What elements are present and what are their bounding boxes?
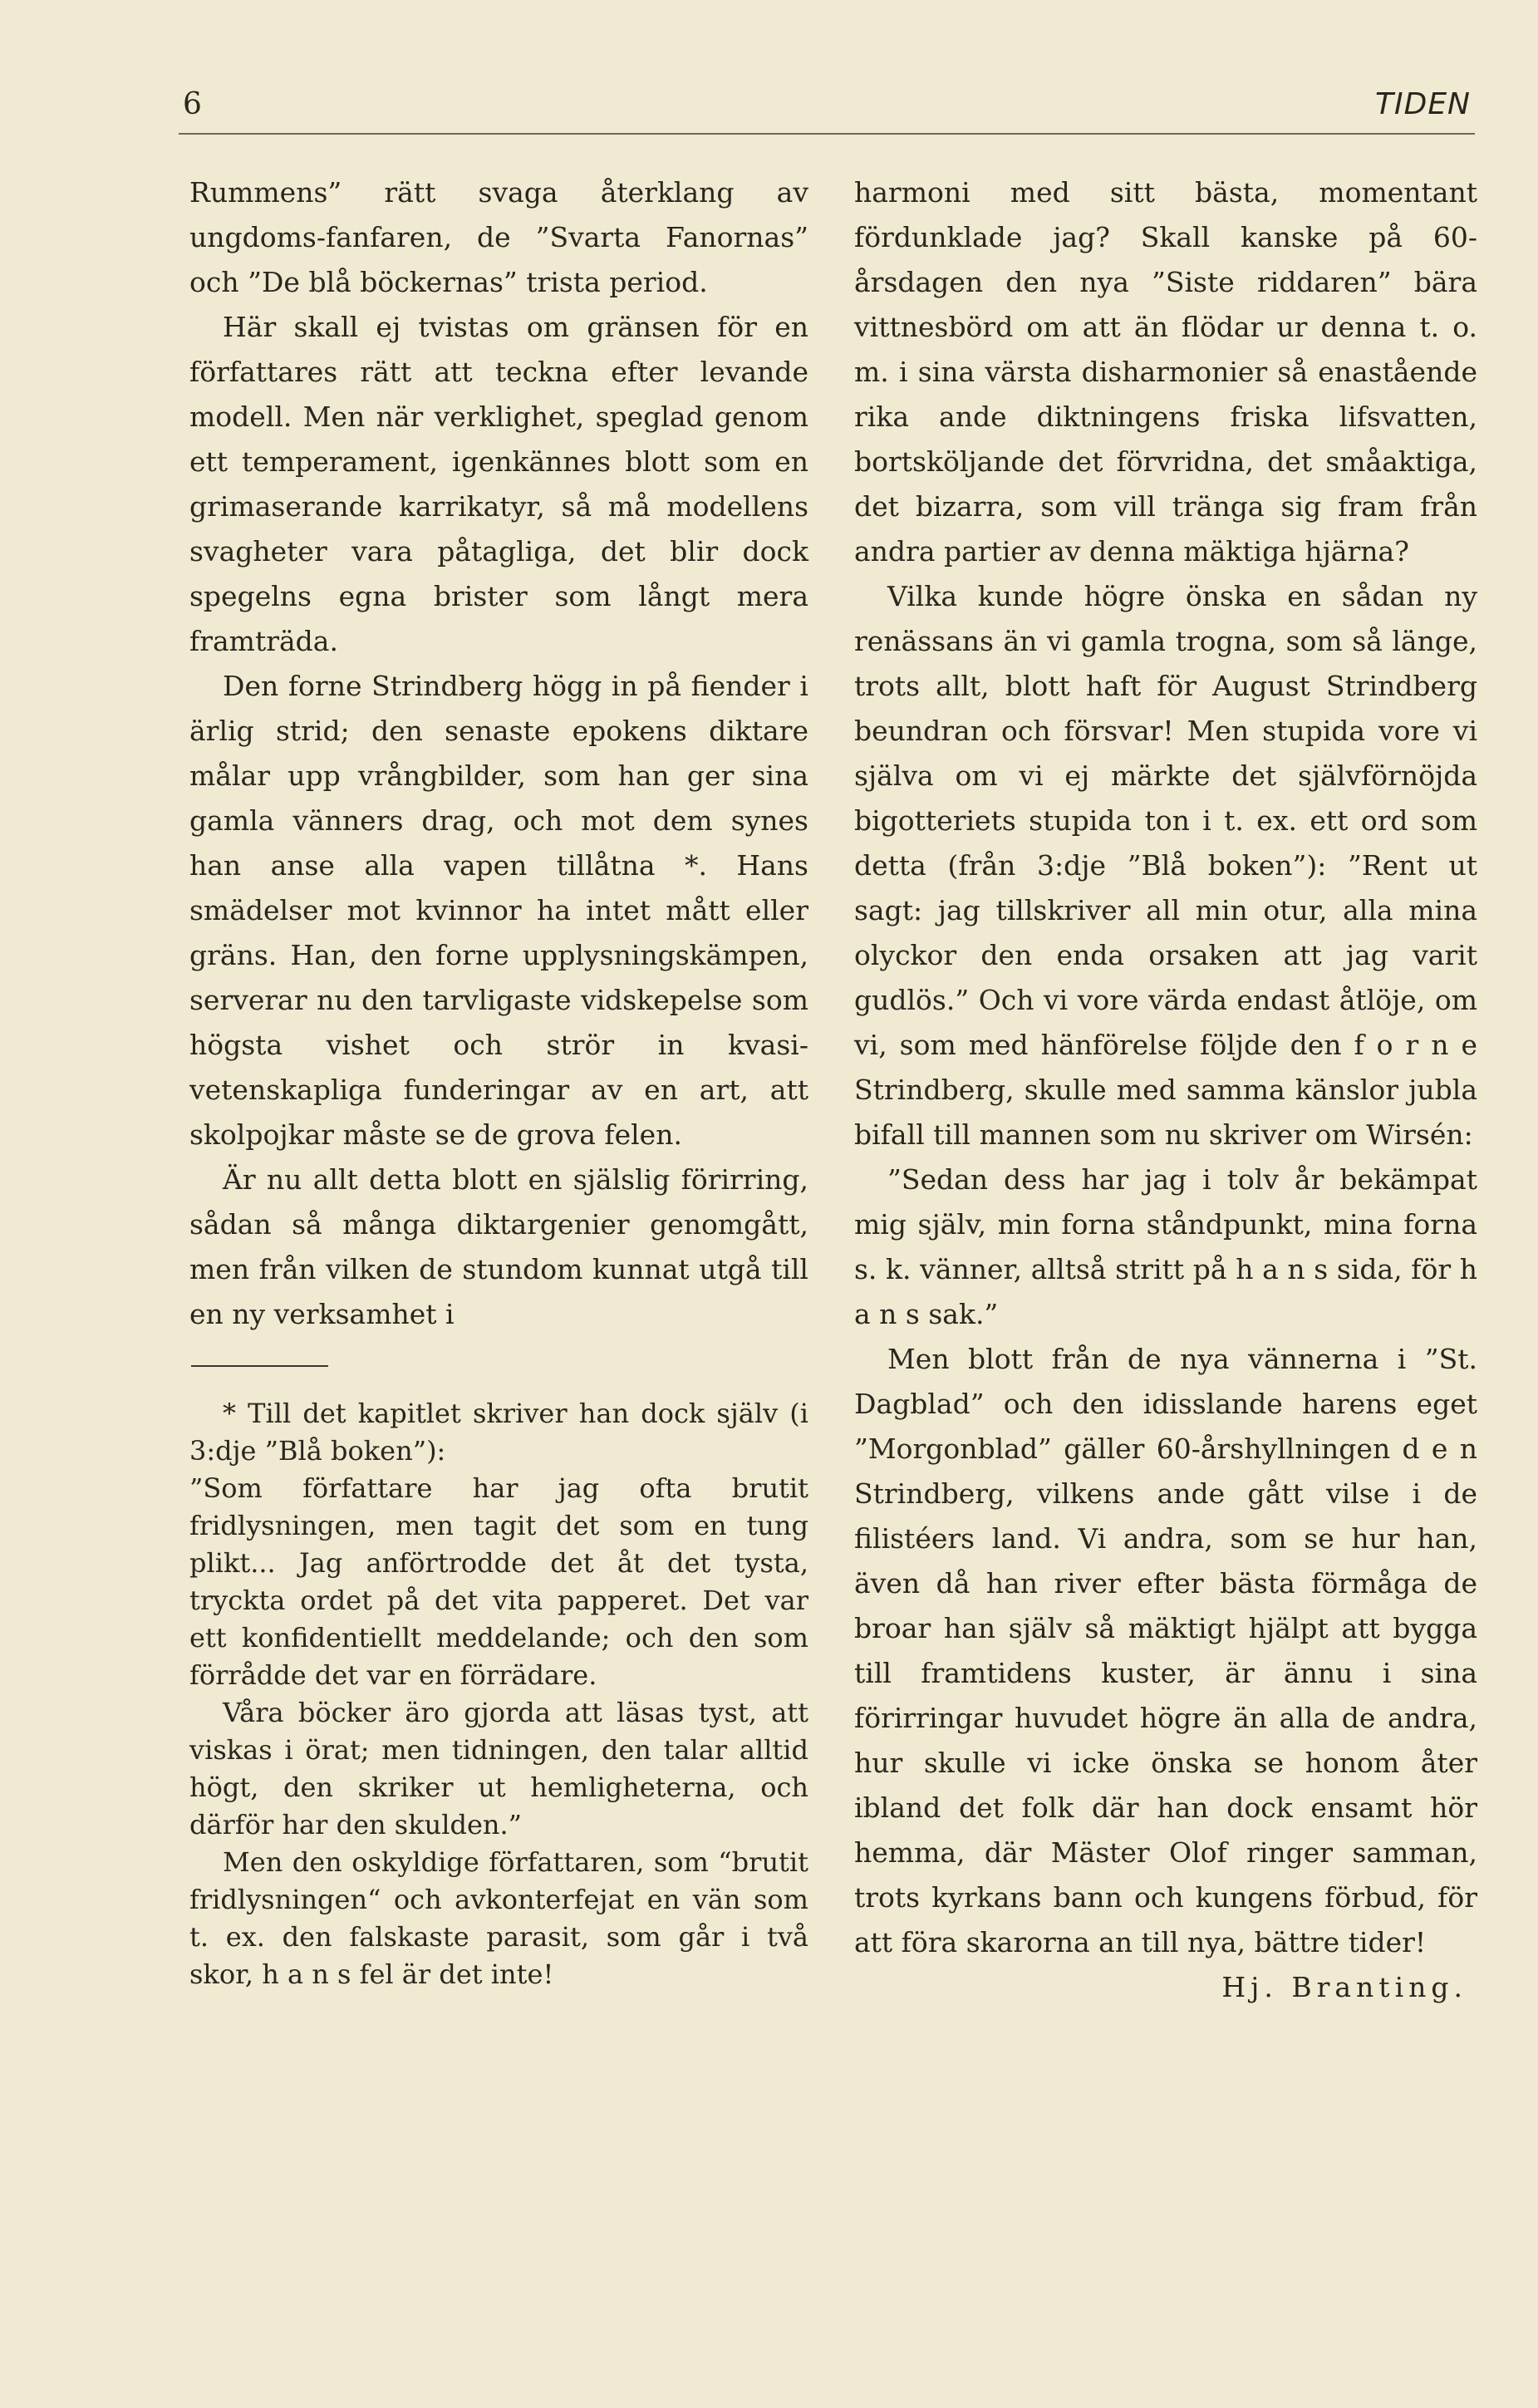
author-signature: Hj. Branting.	[1221, 1971, 1467, 2003]
left-column	[189, 170, 808, 1993]
body-paragraph: Vilka kunde högre önska en sådan ny renässans än vi gamla trogna, som så länge, trots allt, blott haft för August Strindberg beundran och försvar! Men stupida vore vi själva om vi ej märkte det självförnöjda bigotteriets stupida ton i t. ex. ett ord som detta (från 3:dje ”Blå boken”): ”Rent ut sagt: jag tillskriver all min otur, alla mina olyckor den enda orsaken att jag varit gudlös.” Och vi vore värda endast åtlöje, om vi, som med hänförelse följde den f o r n e Strindberg, skulle med samma känslor jubla bifall till mannen som nu skriver om Wirsén:	[854, 580, 1477, 1151]
body-paragraph: Är nu allt detta blott en själslig förirring, sådan så många diktargenier genomgått, men från vilken de stundom kunnat utgå till en ny verksamhet i	[189, 1163, 808, 1330]
footnote-divider	[191, 1365, 328, 1367]
page-number: 6	[183, 87, 202, 121]
journal-title: TIDEN	[1374, 87, 1471, 121]
right-column	[854, 170, 1477, 2010]
page-header	[179, 83, 1475, 135]
body-paragraph: Rummens” rätt svaga återklang av ungdoms-fanfaren, de ”Svarta Fanornas” och ”De blå böckernas” trista period.	[189, 176, 808, 298]
footnote-paragraph: ”Som författare har jag ofta brutit fridlysningen, men tagit det som en tung plikt... Jag anförtrodde det åt det tysta, tryckta ordet på det vita papperet. Det var ett konfidentiellt meddelande; och den som förrådde det var en förrädare.	[189, 1472, 808, 1691]
footnote-paragraph: Men den oskyldige författaren, som “brutit fridlysningen“ och avkonterfejat en vän som t. ex. den falskaste parasit, som går i två skor, h a n s fel är det inte!	[189, 1846, 808, 1990]
body-paragraph: Men blott från de nya vännerna i ”St. Dagblad” och den idisslande harens eget ”Morgonblad” gäller 60-årshyllningen d e n Strindberg, vilkens ande gått vilse i de filistéers land. Vi andra, som se hur han, även då han river efter bästa förmåga de broar han själv så mäktigt hjälpt att bygga till framtidens kuster, är ännu i sina förirringar huvudet högre än alla de andra, hur skulle vi icke önska se honom åter ibland det folk där han dock ensamt hör hemma, där Mäster Olof ringer samman, trots kyrkans bann och kungens förbud, för att föra skarorna an till nya, bättre tider!	[854, 1343, 1477, 1958]
footnote-paragraph: Våra böcker äro gjorda att läsas tyst, att viskas i örat; men tidningen, den talar alltid högt, den skriker ut hemligheterna, och därför har den skulden.”	[189, 1697, 808, 1840]
body-paragraph: harmoni med sitt bästa, momentant fördunklade jag? Skall kanske på 60-årsdagen den nya ”Siste riddaren” bära vittnesbörd om att än flödar ur denna t. o. m. i sina värsta disharmonier så enastående rika ande diktningens friska lifsvatten, bortsköljande det förvridna, det småaktiga, det bizarra, som vill tränga sig fram från andra partier av denna mäktiga hjärna?	[854, 176, 1477, 568]
body-paragraph: Den forne Strindberg högg in på fiender i ärlig strid; den senaste epokens diktare målar upp vrångbilder, som han ger sina gamla vänners drag, och mot dem synes han anse alla vapen tillåtna *. Hans smädelser mot kvinnor ha intet mått eller gräns. Han, den forne upplysningskämpen, serverar nu den tarvligaste vidskepelse som högsta vishet och strör in kvasi-vetenskapliga funderingar av en art, att skolpojkar måste se de grova felen.	[189, 670, 808, 1151]
body-paragraph: Här skall ej tvistas om gränsen för en författares rätt att teckna efter levande modell. Men när verklighet, speglad genom ett temperament, igenkännes blott som en grimaserande karrikatyr, så må modellens svagheter vara påtagliga, det blir dock spegelns egna brister som långt mera framträda.	[189, 311, 808, 657]
footnote-paragraph: * Till det kapitlet skriver han dock själv (i 3:dje ”Blå boken”):	[189, 1398, 808, 1467]
body-paragraph: ”Sedan dess har jag i tolv år bekämpat mig själv, min forna ståndpunkt, mina forna s. k. vänner, alltså stritt på h a n s sida, för h a n s sak.”	[854, 1163, 1477, 1330]
